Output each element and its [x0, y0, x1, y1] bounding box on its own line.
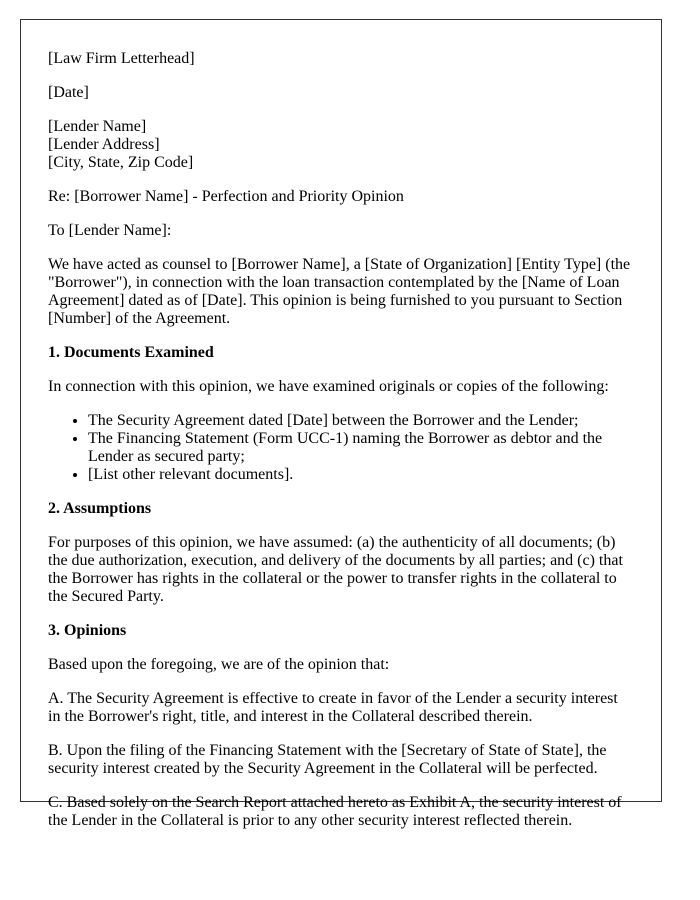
assumptions-paragraph: For purposes of this opinion, we have assumed: (a) the authenticity of all documents; (b) the due authorization, execution, and delivery of the documents by all parties; and (c) that the Borrower has rights in the collateral or the power to transfer rights in the collateral to the Secured Party.: [48, 534, 623, 605]
opinion-paragraph-c-clipped: C. Based solely on the Search Report attached hereto as Exhibit A, the security interest of the Lender in the Collateral is prior to any other security interest reflected therein.: [48, 794, 622, 829]
intro-paragraph: We have acted as counsel to [Borrower Name], a [State of Organization] [Entity Type] (the "Borrower"), in connection with the loan transaction contemplated by the [Name of Loan Agreement] dated as of [Date]. This opinion is being furnished to you pursuant to Section [Number] of the Agreement.: [48, 256, 631, 327]
letterhead-placeholder: [Law Firm Letterhead]: [48, 50, 195, 67]
date-line: [Date]: [48, 84, 89, 101]
documents-examined-intro: In connection with this opinion, we have examined originals or copies of the following:: [48, 378, 609, 395]
recipient-address-block: [48, 118, 634, 172]
opinion-paragraph-a: A. The Security Agreement is effective to create in favor of the Lender a security interest in the Borrower's right, title, and interest in the Collateral described therein.: [48, 690, 618, 725]
section-heading-opinions: 3. Opinions: [48, 622, 127, 639]
opinion-letter-document: [20, 19, 662, 829]
salutation: To [Lender Name]:: [48, 222, 172, 239]
city-state-zip-line: [City, State, Zip Code]: [48, 154, 194, 171]
lender-name-line: [Lender Name]: [48, 118, 147, 135]
list-item-security-agreement: • The Security Agreement dated [Date] between the Borrower and the Lender;: [88, 412, 634, 430]
opinion-paragraph-b: B. Upon the filing of the Financing Statement with the [Secretary of State of State], the security interest created by the Security Agreement in the Collateral will be perfected.: [48, 742, 607, 777]
documents-examined-list: [48, 412, 634, 484]
section-heading-assumptions: 2. Assumptions: [48, 500, 152, 517]
subject-line: Re: [Borrower Name] - Perfection and Priority Opinion: [48, 188, 404, 205]
lender-address-line: [Lender Address]: [48, 136, 160, 153]
opinions-intro: Based upon the foregoing, we are of the opinion that:: [48, 656, 390, 673]
list-item-financing-statement: • The Financing Statement (Form UCC-1) naming the Borrower as debtor and the Lender as secured party;: [88, 430, 634, 466]
section-heading-documents-examined: 1. Documents Examined: [48, 344, 214, 361]
list-item-other-documents: • [List other relevant documents].: [88, 466, 634, 484]
